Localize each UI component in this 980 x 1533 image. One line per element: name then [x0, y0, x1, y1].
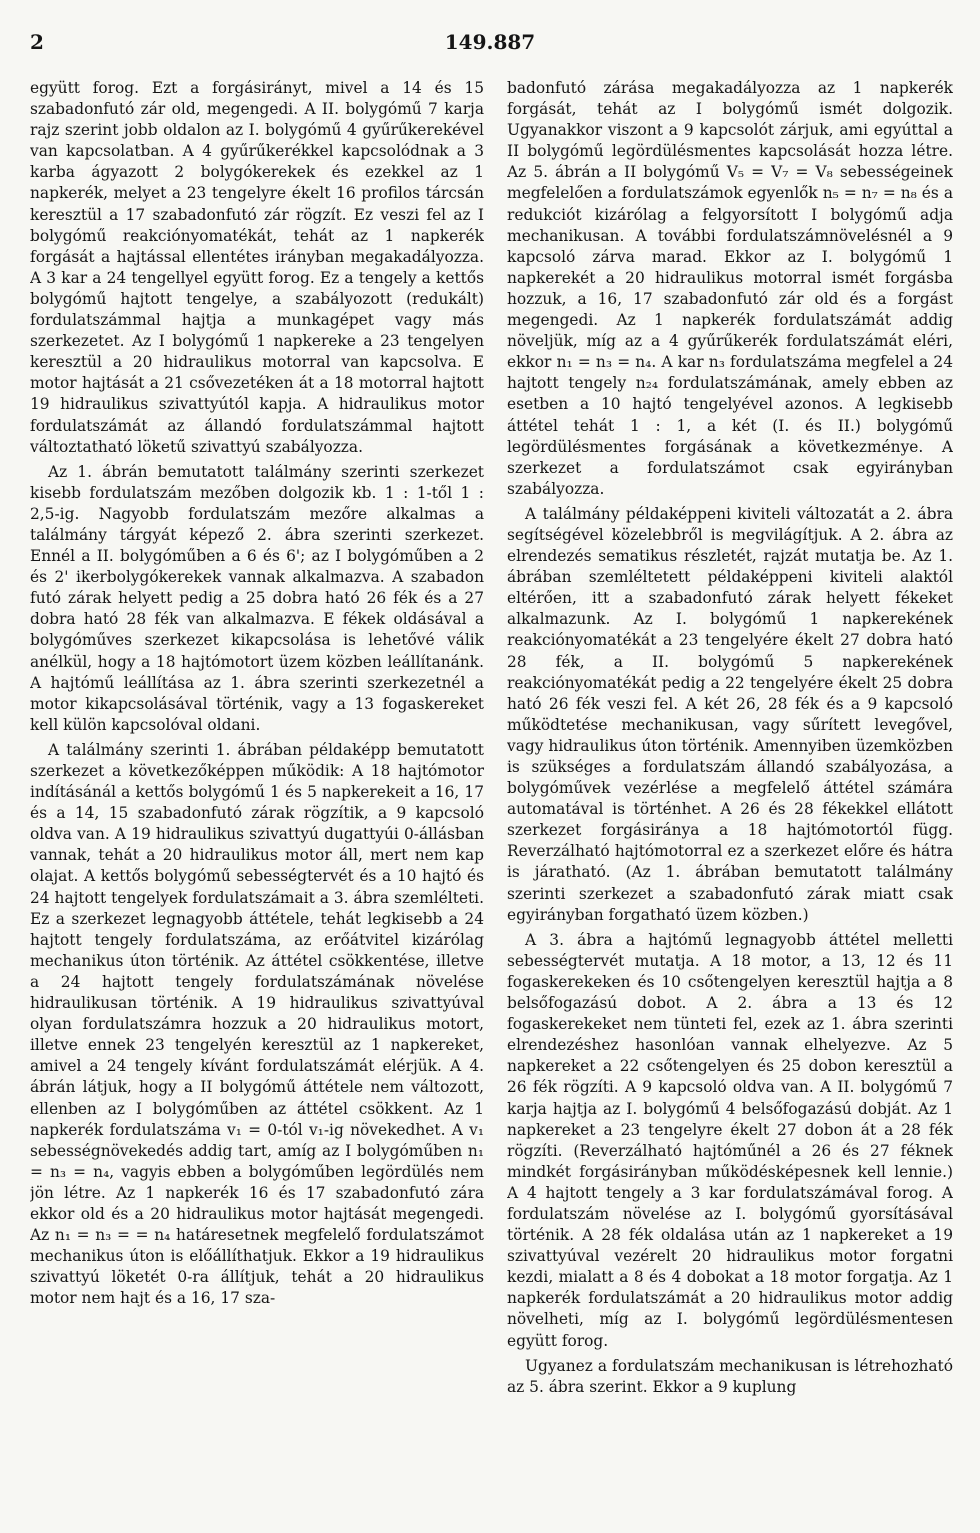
patent-number: 149.887	[444, 30, 536, 54]
paragraph: Az 1. ábrán bemutatott találmány szerinti szerkezet kisebb fordulatszám mezőben dolgozik kb. 1 : 1-től 1 : 2,5-ig. Nagyobb fordulatszám mezőre alkalmas a találmány tárgyát képező 2. ábra szerinti szerkezet. Ennél a II. bolygóműben a 6 és 6'; az I bolygóműben a 2 és 2' ikerbolygókerekek vannak alkalmazva. A szabadon futó zárak helyett pedig a 25 dobra ható 26 fék és a 27 dobra ható 28 fék van alkalmazva. E fékek oldásával a bolygóműves szerkezet kikapcsolása is lehetővé válik anélkül, hogy a 18 hajtómotort üzem közben leállítanánk. A hajtómű leállítása az 1. ábra szerinti szerkezetnél a motor kikapcsolásával történik, vagy a 13 fogaskereket kell külön kapcsolóval oldani.	[30, 462, 484, 734]
page-number: 2	[30, 30, 44, 54]
page-header	[30, 30, 950, 60]
left-column	[30, 78, 484, 1518]
paragraph: Ugyanez a fordulatszám mechanikusan is létrehozható az 5. ábra szerint. Ekkor a 9 kuplung	[507, 1356, 953, 1396]
right-column	[507, 78, 953, 1518]
paragraph: badonfutó zárása megakadályozza az 1 napkerék forgását, tehát az I bolygómű ismét dolgozik. Ugyanakkor viszont a 9 kapcsolót zárjuk, ami egyúttal a II bolygómű legördülésmentes kapcsolását hozza létre. Az 5. ábrán a II bolygómű V₅ = V₇ = V₈ sebességeinek megfelelően a fordulatszámok egyenlők n₅ = n₇ = n₈ és a redukciót kizárólag a felgyorsított I bolygómű adja mechanikusan. A további fordulatszámnövelésnél a 9 kapcsoló zárva marad. Ekkor az I. bolygómű 1 napkerekét a 20 hidraulikus motorral ismét forgásba hozzuk, a 16, 17 szabadonfutó zár old és a forgást megengedi. Az 1 napkerék fordulatszámát addig növeljük, míg az a 4 gyűrűkerék fordulatszámát eléri, ekkor n₁ = n₃ = n₄. A kar n₃ fordulatszáma megfelel a 24 hajtott tengely n₂₄ fordulatszámának, amely ebben az esetben a 10 hajtó tengelyével azonos. A legkisebb áttétel tehát 1 : 1, a két (I. és II.) bolygómű legördülésmentes forgásának a következménye. A szerkezet a fordulatszámot csak egyirányban szabályozza.	[507, 79, 953, 498]
paragraph: együtt forog. Ezt a forgásirányt, mivel a 14 és 15 szabadonfutó zár old, megengedi. A II. bolygómű 7 karja rajz szerint jobb oldalon az I. bolygómű 4 gyűrűkerekével van kapcsolatban. A 4 gyűrűkerékkel kapcsolódnak a 3 karba ágyazott 2 bolygókerekek és ezekkel az 1 napkerék, melyet a 23 tengelyre ékelt 16 profilos tárcsán keresztül a 17 szabadonfutó zár rögzít. Ez veszi fel az I bolygómű reakciónyomatékát, tehát az 1 napkerék forgását a hajtással ellentétes irányban megakadályozza. A 3 kar a 24 tengellyel együtt forog. Ez a tengely a kettős bolygómű hajtott tengelye, a szabályozott (redukált) fordulatszámmal hajtja a munkagépet vagy más szerkezetet. Az I bolygómű 1 napkereke a 23 tengelyen keresztül a 20 hidraulikus motorral van kapcsolva. E motor hajtását a 21 csővezetéken át a 18 motorral hajtott 19 hidraulikus szivattyútól kapja. A hidraulikus motor fordulatszámát az állandó fordulatszámmal hajtott változtatható löketű szivattyú szabályozza.	[30, 79, 484, 456]
paragraph: A 3. ábra a hajtómű legnagyobb áttétel melletti sebességtervét mutatja. A 18 motor, a 13, 12 és 11 fogaskerekeken és 10 csőtengelyen keresztül hajtja a 8 belsőfogazású dobot. A 2. ábra a 13 és 12 fogaskerekeket nem tünteti fel, ezek az 1. ábra szerinti elrendezéshez hasonlóan vannak elhelyezve. Az 5 napkereket a 22 csőtengelyen és 25 dobon keresztül a 26 fék rögzíti. A 9 kapcsoló oldva van. A II. bolygómű 7 karja hajtja az I. bolygómű 4 belsőfogazású dobját. Az 1 napkereket a 23 tengelyre ékelt 27 dobon át a 28 fék rögzíti. (Reverzálható hajtóműnél a 26 és 27 féknek mindkét forgásirányban működésképesnek kell lennie.) A 4 hajtott tengely a 3 kar fordulatszámával forog. A fordulatszám növelése az I. bolygómű gyorsításával történik. A 28 fék oldalása után az 1 napkereket a 19 szivattyúval vezérelt 20 hidraulikus motor forgatni kezdi, mialatt a 8 és 4 dobokat a 18 motor forgatja. Az 1 napkerék fordulatszámát a 20 hidraulikus motor addig növelheti, míg az I. bolygómű legördülésmentesen együtt forog.	[507, 930, 953, 1350]
paragraph: A találmány szerinti 1. ábrában példaképp bemutatott szerkezet a következőképpen működik: A 18 hajtómotor indításánál a kettős bolygómű 1 és 5 napkerekeit a 16, 17 és a 14, 15 szabadonfutó zárak rögzítik, a 9 kapcsoló oldva van. A 19 hidraulikus szivattyú dugattyúi 0-állásban vannak, tehát a 20 hidraulikus motor áll, mert nem kap olajat. A kettős bolygómű sebességtervét és a 10 hajtó és 24 hajtott tengelyek fordulatszámait a 3. ábra szemlélteti. Ez a szerkezet legnagyobb áttétele, tehát legkisebb a 24 hajtott tengely fordulatszáma, az erőátvitel kizárólag mechanikus úton történik. Az áttétel csökkentése, illetve a 24 hajtott tengely fordulatszámának növelése hidraulikusan történik. A 19 hidraulikus szivattyúval olyan fordulatszámra hozzuk a 20 hidraulikus motort, illetve ennek 23 tengelyén keresztül az 1 napkereket, amivel a 24 tengely kívánt fordulatszámát elérjük. A 4. ábrán látjuk, hogy a II bolygómű áttétele nem változott, ellenben az I bolygóműben az áttétel csökkent. Az 1 napkerék fordulatszáma v₁ = 0-tól v₁-ig növekedhet. A v₁ sebességnövekedés addig tart, amíg az I bolygóműben n₁ = n₃ = n₄, vagyis ebben a bolygóműben legördülés nem jön létre. Az 1 napkerék 16 és 17 szabadonfutó zára ekkor old és a 20 hidraulikus motor hajtását megengedi. Az n₁ = n₃ = = n₄ határesetnek megfelelő fordulatszámot mechanikus úton is előállíthatjuk. Ekkor a 19 hidraulikus szivattyú löketét 0-ra állítjuk, tehát a 20 hidraulikus motor nem hajt és a 16, 17 sza-	[30, 740, 484, 1308]
paragraph: A találmány példaképpeni kiviteli változatát a 2. ábra segítségével közelebbről is megvilágítjuk. A 2. ábra az elrendezés sematikus részletét, rajzát mutatja be. Az 1. ábrában szemléltetett példaképpeni kiviteli alaktól eltérően, itt a szabadonfutó zárak helyett fékeket alkalmazunk. Az I. bolygómű 1 napkerekének reakciónyomatékát a 23 tengelyére ékelt 27 dobra ható 28 fék, a II. bolygómű 5 napkerekének reakciónyomatékát pedig a 22 tengelyére ékelt 25 dobra ható 26 fék veszi fel. A két 26, 28 fék és a 9 kapcsoló működtetése mechanikusan, vagy sűrített levegővel, vagy hidraulikus úton történik. Amennyiben üzemközben is szükséges a fordulatszám állandó szabályozása, a bolygóművek vezérlése a megfelelő áttétel számára automatával is történhet. A 26 és 28 fékekkel ellátott szerkezet forgásiránya a 18 hajtómotortól függ. Reverzálható hajtómotorral ez a szerkezet előre és hátra is járatható. (Az 1. ábrában bemutatott találmány szerinti szerkezet a szabadonfutó zárak miatt csak egyirányban forgatható üzem közben.)	[507, 504, 953, 924]
